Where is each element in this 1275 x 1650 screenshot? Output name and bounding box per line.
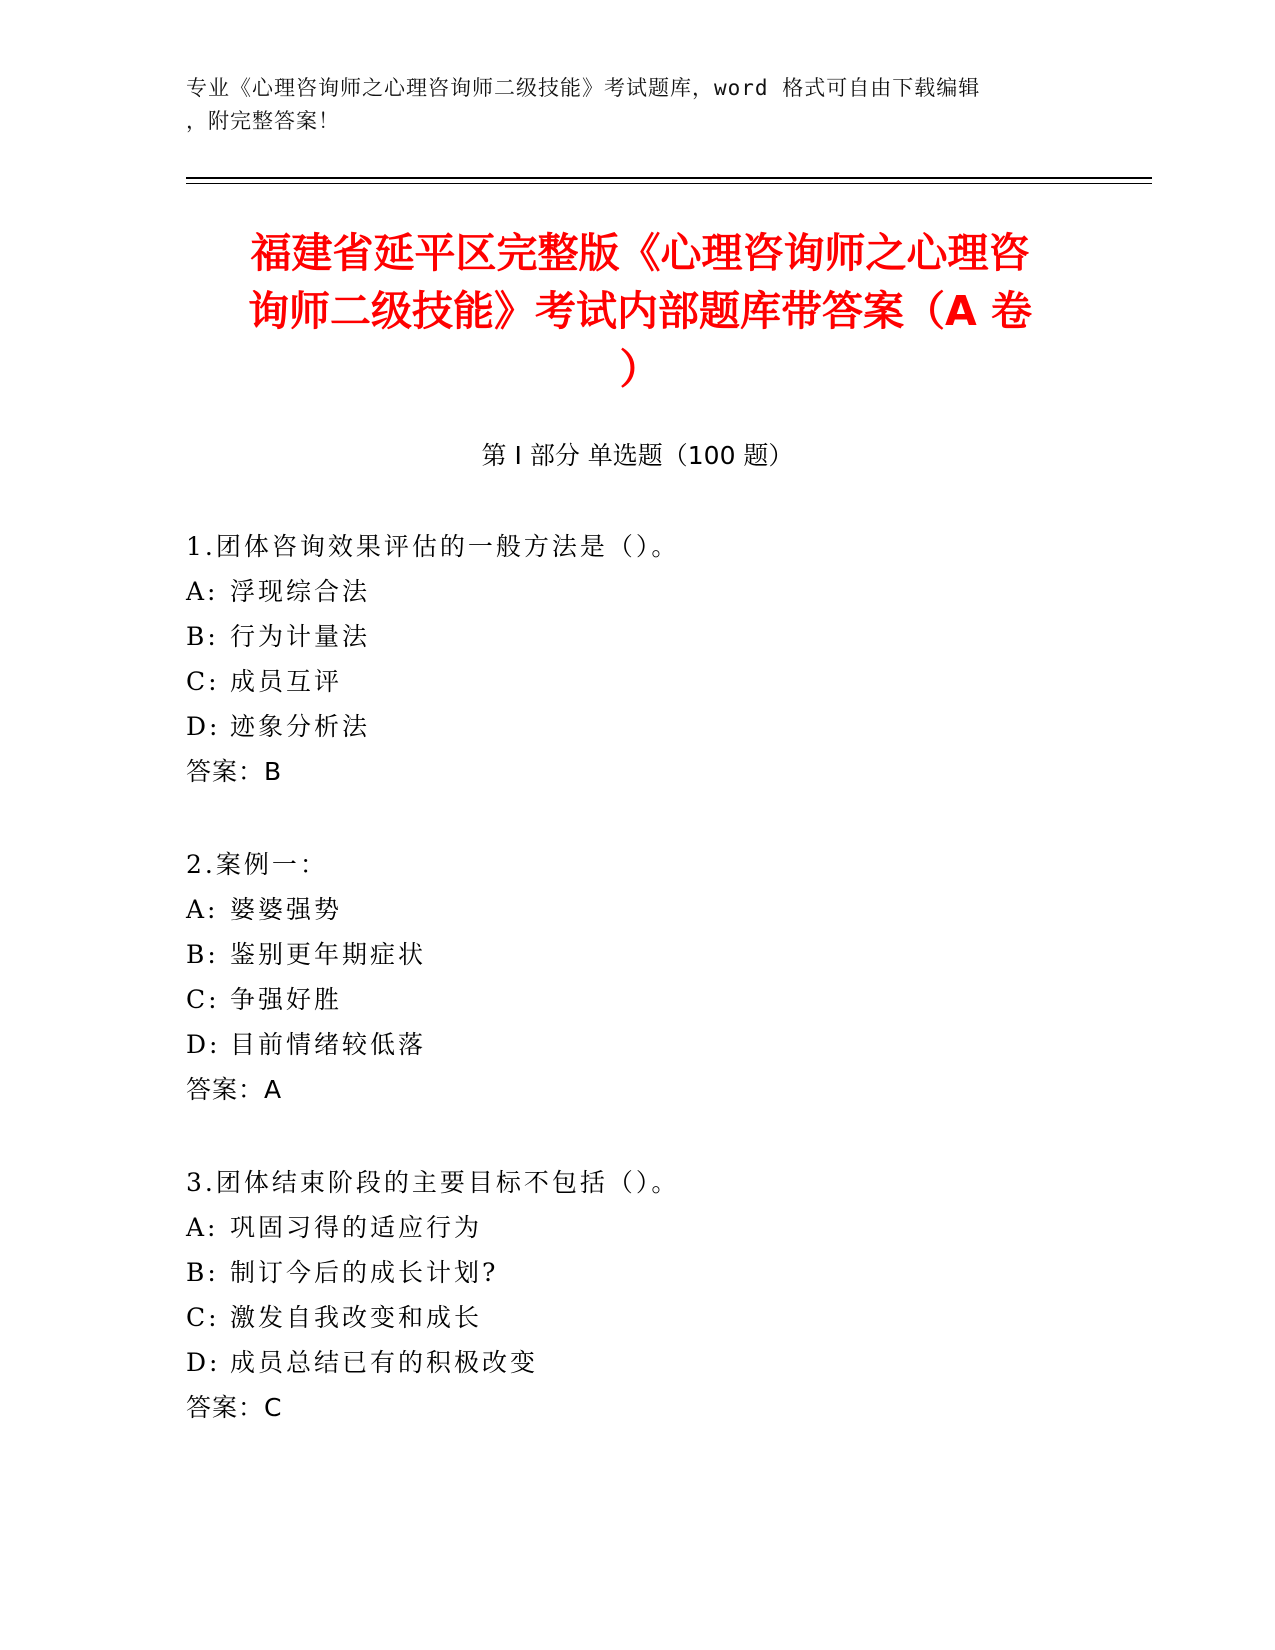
option-text: 激发自我改变和成长 — [230, 1303, 483, 1332]
option-letter: D: — [186, 712, 221, 741]
option-letter: C: — [186, 1303, 220, 1332]
option-a — [186, 569, 1086, 614]
question-stem: 2.案例一： — [186, 850, 328, 879]
option-c — [186, 977, 1086, 1022]
option-b — [186, 614, 1086, 659]
option-text: 目前情绪较低落 — [230, 1030, 427, 1059]
document-title-line: ） — [619, 345, 661, 393]
option-text: 巩固习得的适应行为 — [230, 1213, 483, 1242]
document-title — [190, 224, 1090, 398]
option-d — [186, 1340, 1086, 1385]
section-heading: 第 I 部分 单选题（100 题） — [481, 441, 794, 470]
option-a — [186, 1205, 1086, 1250]
header-divider-thin — [186, 183, 1152, 184]
option-d — [186, 704, 1086, 749]
question-stem: 1.团体咨询效果评估的一般方法是（）。 — [186, 532, 680, 561]
header-note — [186, 72, 1086, 138]
document-title-line: 福建省延平区完整版《心理咨询师之心理咨 — [250, 229, 1030, 277]
option-letter: A: — [186, 1213, 219, 1242]
option-letter: B: — [186, 1258, 219, 1287]
option-a — [186, 887, 1086, 932]
option-text: 迹象分析法 — [230, 712, 371, 741]
option-b — [186, 932, 1086, 977]
option-text: 鉴别更年期症状 — [230, 940, 427, 969]
header-note-line: 专业《心理咨询师之心理咨询师二级技能》考试题库，word 格式可自由下载编辑 — [186, 76, 981, 100]
option-letter: B: — [186, 940, 219, 969]
option-letter: C: — [186, 985, 220, 1014]
question-block — [186, 524, 1086, 794]
option-letter: A: — [186, 895, 219, 924]
option-letter: C: — [186, 667, 220, 696]
header-note-line: ，附完整答案！ — [186, 109, 340, 133]
option-text: 制订今后的成长计划? — [230, 1258, 499, 1287]
option-text: 争强好胜 — [230, 985, 343, 1014]
answer-line: 答案：C — [186, 1393, 283, 1422]
question-stem: 3.团体结束阶段的主要目标不包括（）。 — [186, 1168, 680, 1197]
question-block — [186, 842, 1086, 1112]
option-c — [186, 659, 1086, 704]
option-b — [186, 1250, 1086, 1295]
option-letter: D: — [186, 1030, 221, 1059]
header-divider — [186, 177, 1152, 179]
option-d — [186, 1022, 1086, 1067]
option-text: 成员总结已有的积极改变 — [230, 1348, 539, 1377]
option-text: 婆婆强势 — [230, 895, 343, 924]
option-text: 成员互评 — [230, 667, 343, 696]
option-text: 浮现综合法 — [230, 577, 371, 606]
option-text: 行为计量法 — [230, 622, 371, 651]
option-letter: B: — [186, 622, 219, 651]
document-title-line: 询师二级技能》考试内部题库带答案（A 卷 — [247, 287, 1032, 335]
option-letter: A: — [186, 577, 219, 606]
answer-line: 答案：B — [186, 757, 283, 786]
answer-line: 答案：A — [186, 1075, 283, 1104]
question-block — [186, 1160, 1086, 1430]
option-c — [186, 1295, 1086, 1340]
option-letter: D: — [186, 1348, 221, 1377]
